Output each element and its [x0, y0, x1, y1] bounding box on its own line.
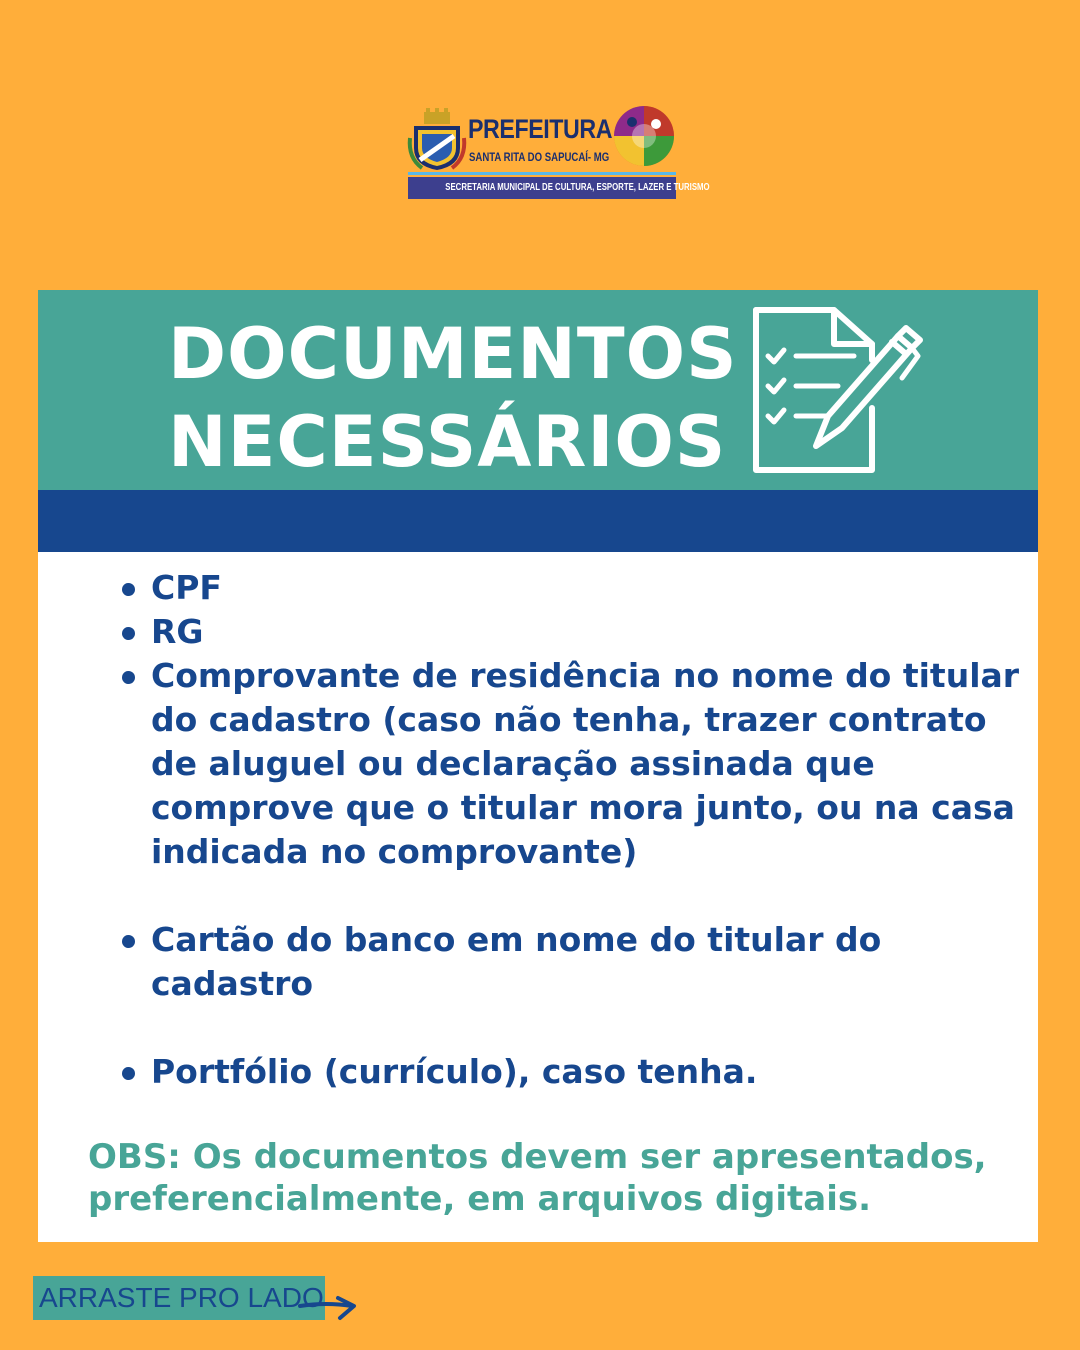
title-line-2: NECESSÁRIOS [168, 401, 727, 483]
documents-list [120, 566, 1032, 1094]
item-text: Comprovante de residência no nome do titular do cadastro (caso não tenha, trazer contrato de aluguel ou declaração assinada que comprove que o titular mora junto, ou na casa indicada no comprovante) [151, 656, 1020, 871]
department-banner [408, 177, 710, 199]
checklist-pencil-icon [746, 304, 926, 476]
arrow-right-icon [296, 1292, 360, 1326]
culture-emblem-icon [612, 104, 676, 168]
blue-band [38, 490, 1038, 552]
prefeitura-logo [408, 104, 710, 200]
item-text: Portfólio (currículo), caso tenha. [151, 1052, 758, 1091]
swipe-hint-label: ARRASTE PRO LADO [39, 1282, 324, 1313]
documents-card [38, 290, 1038, 1242]
bullet [122, 1067, 135, 1080]
item-text: Cartão do banco em nome do titular do cadastro [151, 920, 882, 1003]
coat-of-arms-icon [408, 108, 466, 172]
department-name: SECRETARIA MUNICIPAL DE CULTURA, ESPORTE, LAZER E TURISMO [445, 182, 710, 193]
page-title [168, 310, 738, 486]
city-name: SANTA RITA DO SAPUCAÍ- MG [469, 150, 610, 164]
item-text: CPF [151, 568, 222, 607]
heading-panel [38, 290, 1038, 490]
bullet [122, 583, 135, 596]
org-name: PREFEITURA [468, 114, 613, 144]
observation-note: OBS: Os documentos devem ser apresentados, preferencialmente, em arquivos digitais. [88, 1137, 987, 1219]
swipe-hint-button[interactable] [33, 1276, 325, 1320]
list-item [120, 610, 1032, 654]
logo-divider [408, 172, 676, 175]
bullet [122, 671, 135, 684]
bullet [122, 627, 135, 640]
list-item [120, 654, 1032, 874]
bullet [122, 935, 135, 948]
list-item [120, 918, 1032, 1006]
item-text: RG [151, 612, 204, 651]
list-item [120, 1050, 1032, 1094]
list-item [120, 566, 1032, 610]
title-line-1: DOCUMENTOS [168, 313, 738, 395]
